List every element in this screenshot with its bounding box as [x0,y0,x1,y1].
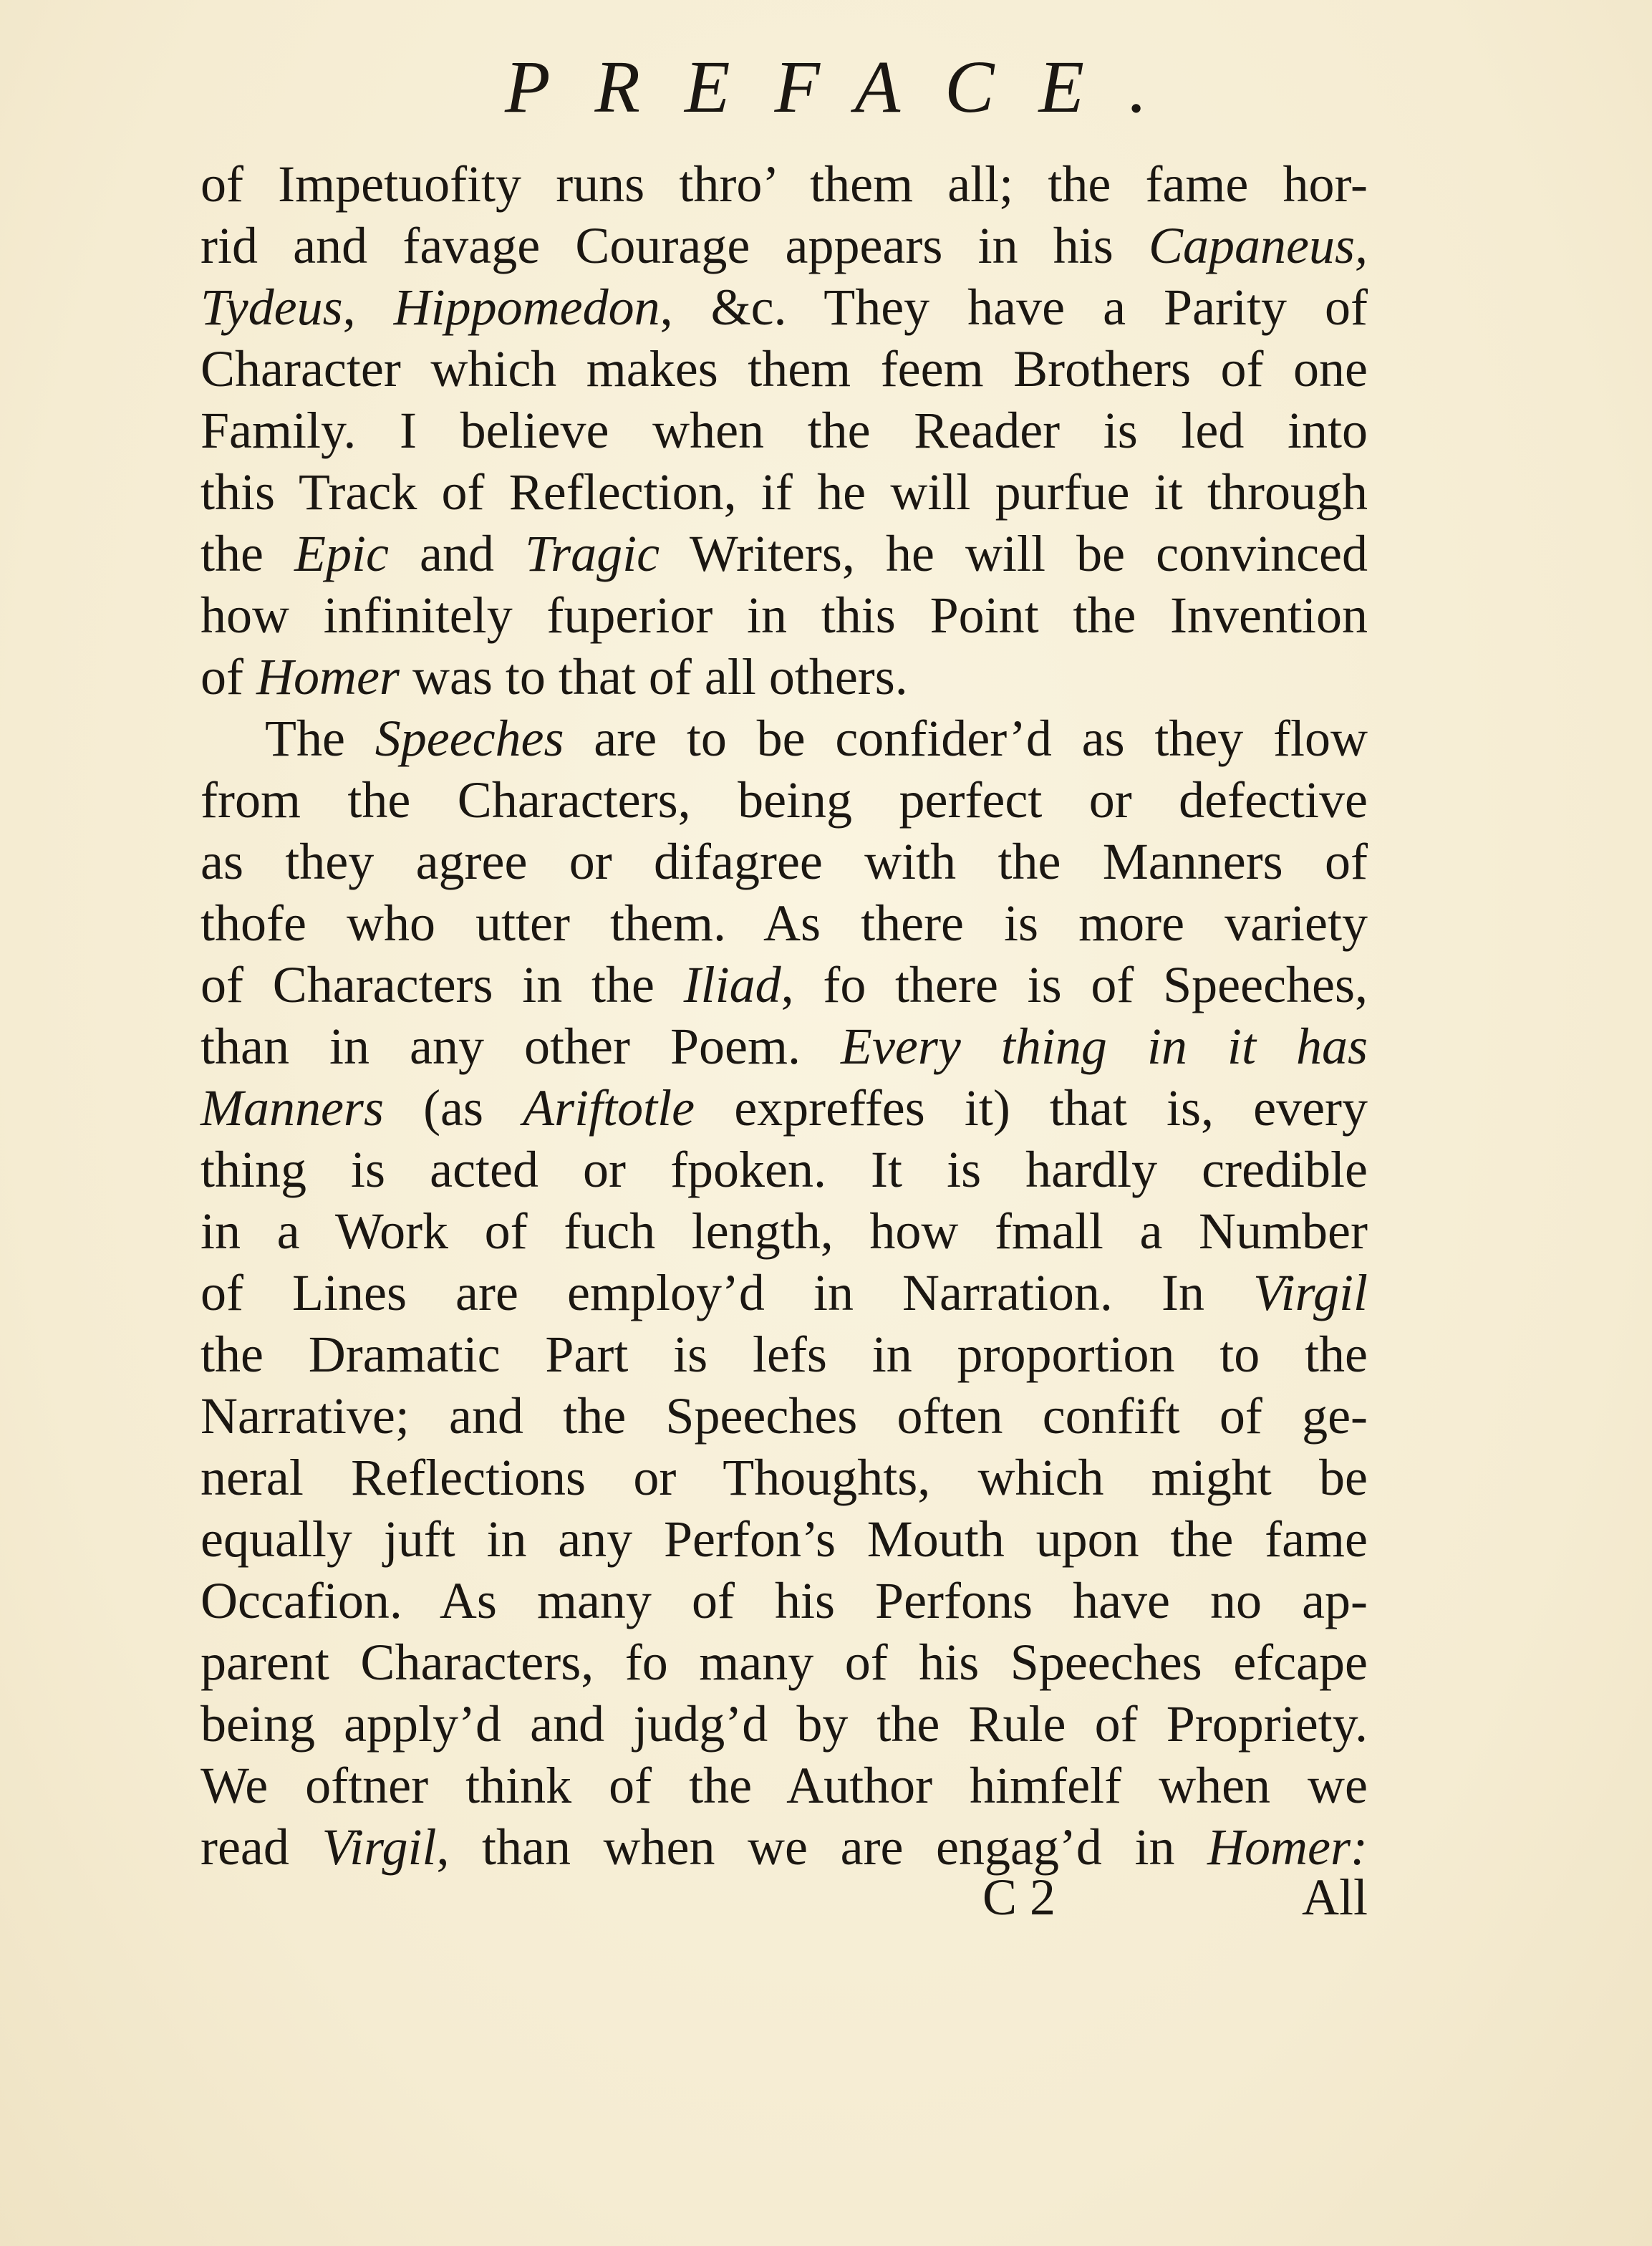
text-line: than in any other Poem. Every thing in it has [201,1018,1368,1075]
text-line: of Characters in the Iliad, fo there is of Speeches, [201,956,1368,1013]
text-line: read Virgil, than when we are engag’d in Homer: [201,1818,1368,1876]
text-line: rid and favage Courage appears in his Capaneus, [201,217,1368,274]
text-line: neral Reflections or Thoughts, which might be [201,1449,1368,1506]
text-line: being apply’d and judg’d by the Rule of Propriety. [201,1695,1368,1753]
text-line: of Impetuofity runs thro’ them all; the fame hor- [201,155,1368,213]
text-line: Character which makes them feem Brothers of one [201,340,1368,397]
text-line: the Dramatic Part is lefs in proportion to the [201,1326,1368,1383]
body-text [201,153,1368,1878]
text-line: thofe who utter them. As there is more variety [201,895,1368,952]
text-line: Family. I believe when the Reader is led into [201,402,1368,459]
text-line: how infinitely fuperior in this Point the Invention [201,587,1368,644]
text-line: of Lines are employ’d in Narration. In Virgil [201,1264,1368,1321]
text-line: The Speeches are to be confider’d as they flow [265,710,1368,767]
signature-mark: C 2 [982,1869,1056,1926]
text-line: the Epic and Tragic Writers, he will be convinced [201,525,1368,582]
text-line: as they agree or difagree with the Manners of [201,833,1368,890]
text-line: Narrative; and the Speeches often confift of ge- [201,1387,1368,1445]
text-line: Tydeus, Hippomedon, &c. They have a Parity of [201,279,1368,336]
text-line: Manners (as Ariftotle expreffes it) that is, every [201,1079,1368,1137]
catchword: All [1301,1869,1368,1926]
text-line: Occafion. As many of his Perfons have no ap- [201,1572,1368,1629]
text-line: from the Characters, being perfect or defective [201,771,1368,829]
text-line: of Homer was to that of all others. [201,648,908,705]
text-line: this Track of Reflection, if he will purfue it through [201,463,1368,521]
text-line: in a Work of fuch length, how fmall a Number [201,1202,1368,1260]
text-line: thing is acted or fpoken. It is hardly credible [201,1141,1368,1198]
text-line: parent Characters, fo many of his Speeches efcape [201,1634,1368,1691]
catchline [201,1866,1368,1928]
text-line: We oftner think of the Author himfelf when we [201,1757,1368,1814]
running-head: PREFACE. [504,46,1192,128]
text-line: equally juft in any Perfon’s Mouth upon the fame [201,1510,1368,1568]
